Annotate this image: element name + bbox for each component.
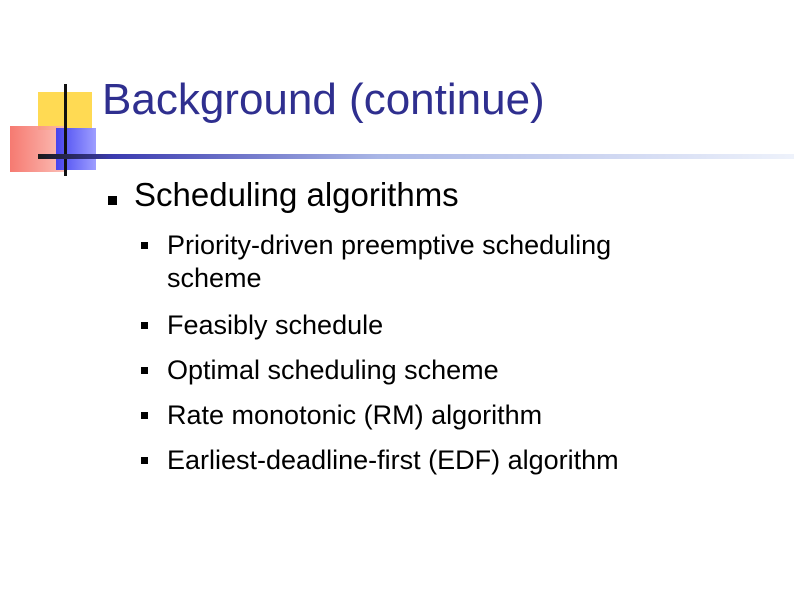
bullet-square-icon xyxy=(141,412,148,419)
sub-bullet-text: Feasibly schedule xyxy=(167,310,384,340)
bullet-square-icon xyxy=(141,367,148,374)
sub-bullet-text-continued: scheme xyxy=(167,263,262,293)
bullet-square-icon xyxy=(141,322,148,329)
bullet-square-icon xyxy=(108,196,117,205)
sub-bullet-text: Earliest-deadline-first (EDF) algorithm xyxy=(167,445,619,475)
bullet-square-icon xyxy=(141,457,148,464)
bullet-level1-text: Scheduling algorithms xyxy=(134,176,459,213)
slide-title: Background (continue) xyxy=(102,75,545,124)
logo-vertical-line xyxy=(64,84,67,176)
sub-bullet-text: Priority-driven preemptive scheduling xyxy=(167,230,612,260)
logo-blue-square xyxy=(56,128,96,170)
sub-bullet-text: Rate monotonic (RM) algorithm xyxy=(167,400,543,430)
title-underline xyxy=(38,154,794,159)
bullet-square-icon xyxy=(141,242,148,249)
sub-bullet-text: Optimal scheduling scheme xyxy=(167,355,499,385)
